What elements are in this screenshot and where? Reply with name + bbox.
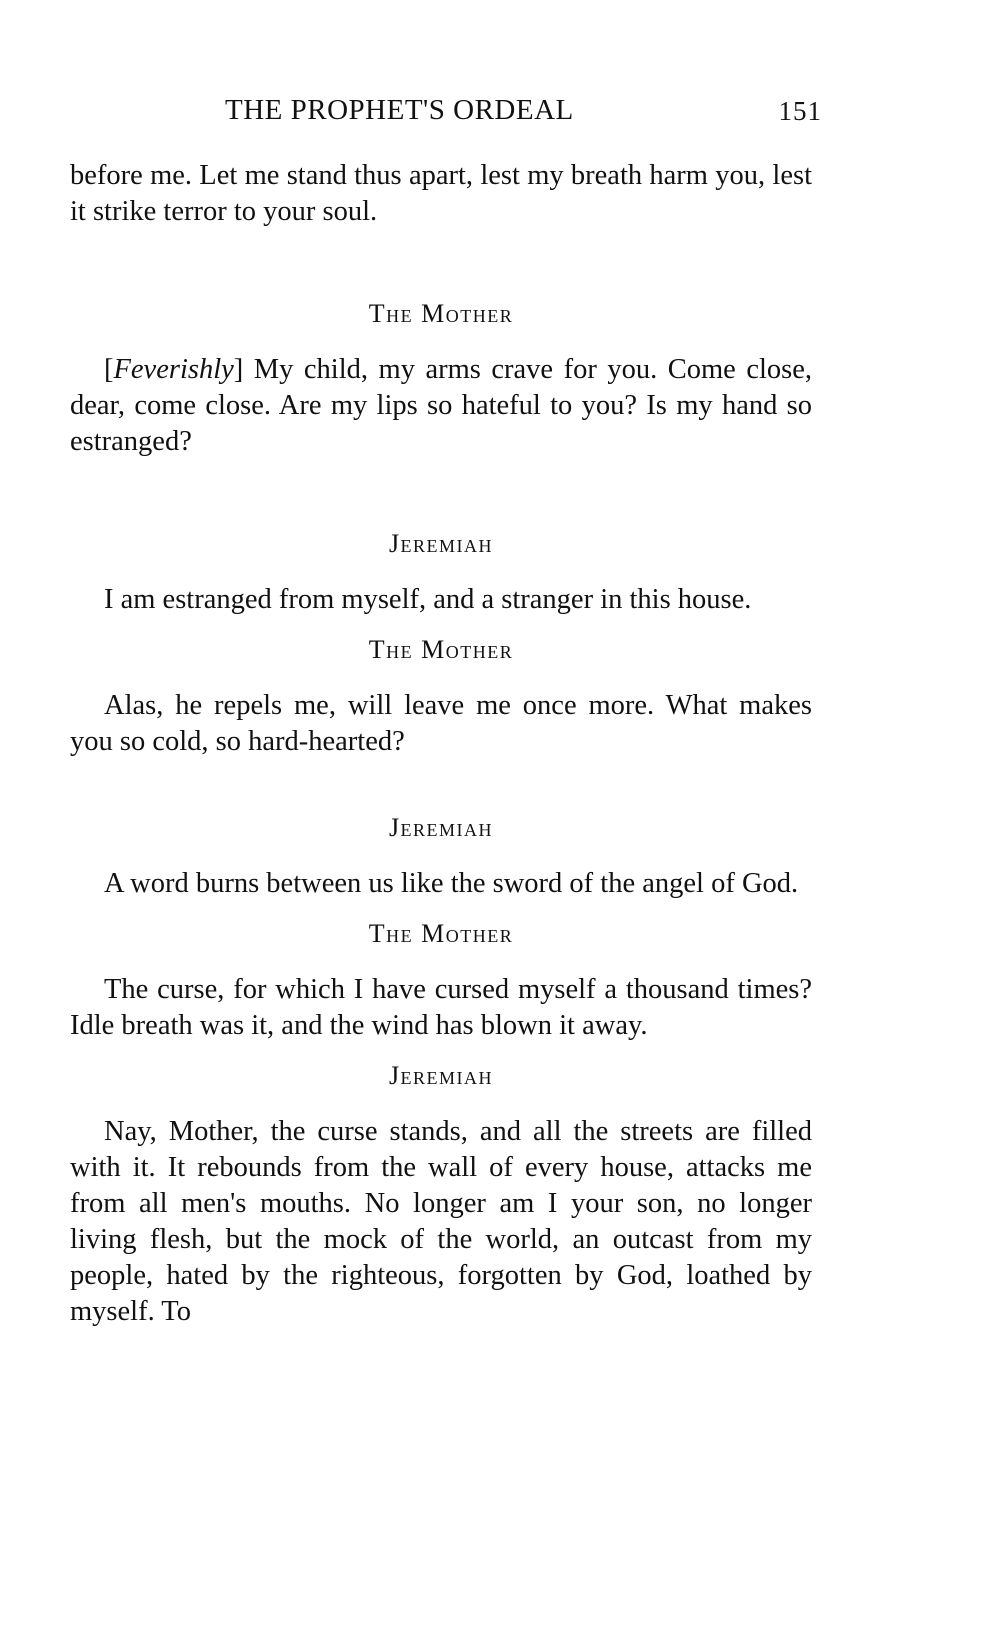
speaker-heading: Jeremiah xyxy=(388,529,494,558)
dialogue-paragraph: [Feverishly] My child, my arms crave for you. Come close, dear, come close. Are my lips so hateful to you? Is my hand so estranged? xyxy=(70,354,812,457)
dialogue-paragraph: The curse, for which I have cursed myself a thousand times? Idle breath was it, and the wind has blown it away. xyxy=(70,974,812,1041)
dialogue-paragraph: A word burns between us like the sword of the angel of God. xyxy=(104,868,799,899)
paragraph-continued: before me. Let me stand thus apart, lest my breath harm you, lest it strike terror to your soul. xyxy=(70,160,812,227)
running-title: THE PROPHET'S ORDEAL xyxy=(225,94,574,126)
speaker-heading: Jeremiah xyxy=(388,1061,494,1090)
speaker-heading: The Mother xyxy=(368,299,514,328)
speaker-heading: The Mother xyxy=(368,635,514,664)
stage-direction: Feverishly xyxy=(113,354,234,385)
dialogue-paragraph: Nay, Mother, the curse stands, and all the streets are filled with it. It rebounds from the wall of every house, attacks me from all men's mouths. No longer am I your son, no longer living flesh, but the mock of the world, an outcast from my people, hated by the righteous, forgotten by God, loathed by myself. To xyxy=(70,1116,812,1327)
dialogue-paragraph: I am estranged from myself, and a stranger in this house. xyxy=(104,584,752,615)
page-number: 151 xyxy=(778,96,822,126)
body-text xyxy=(70,158,812,1330)
speaker-heading: Jeremiah xyxy=(388,813,494,842)
dialogue-paragraph: Alas, he repels me, will leave me once more. What makes you so cold, so hard-hearted? xyxy=(70,690,812,757)
dialogue-text: My child, my arms crave for you. Come close, dear, come close. Are my lips so hateful to you? Is my hand so estranged? xyxy=(70,354,812,457)
running-head xyxy=(70,94,822,134)
speaker-heading: The Mother xyxy=(368,919,514,948)
